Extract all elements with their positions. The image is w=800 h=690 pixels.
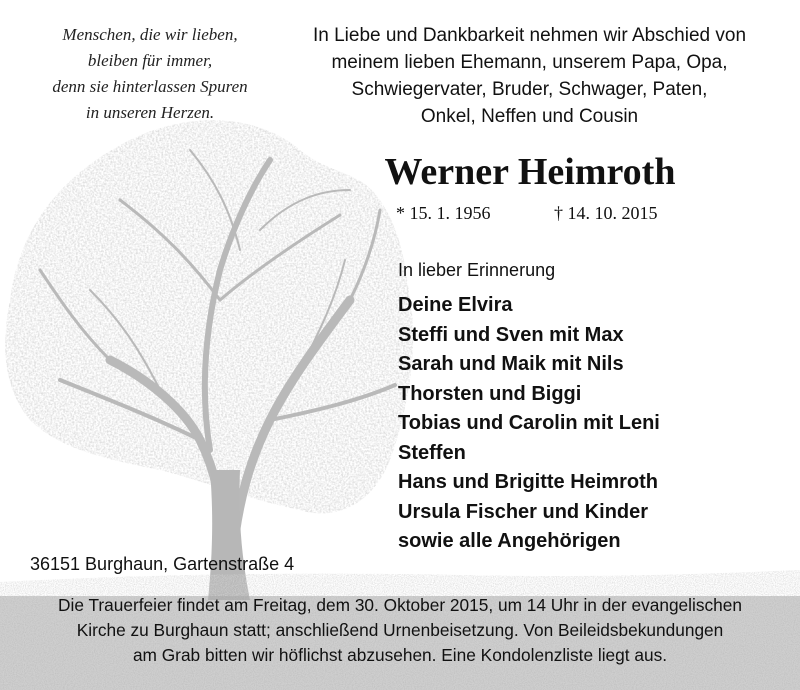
quote-line: in unseren Herzen. [85, 103, 215, 122]
quote-line: denn sie hinterlassen Spuren [52, 77, 248, 96]
intro-line: meinem lieben Ehemann, unserem Papa, Opa, [331, 52, 728, 73]
mourner-name: Steffen [398, 441, 466, 464]
intro-line: In Liebe und Dankbarkeit nehmen wir Abschied von [312, 25, 747, 46]
death-date: † 14. 10. 2015 [554, 203, 658, 223]
mourner-name: Deine Elvira [398, 294, 513, 316]
birth-date: * 15. 1. 1956 [396, 203, 491, 223]
memory-heading: In lieber Erinnerung [398, 260, 556, 280]
mourner-name: Hans und Brigitte Heimroth [398, 471, 659, 493]
quote-line: Menschen, die wir lieben, [62, 25, 238, 44]
mourner-name: Thorsten und Biggi [398, 382, 582, 405]
deceased-name: Werner Heimroth [384, 151, 676, 193]
memorial-quote [20, 22, 280, 126]
farewell-intro [282, 22, 777, 130]
quote-line: bleiben für immer, [87, 51, 213, 70]
funeral-info-line: Die Trauerfeier findet am Freitag, dem 30. Oktober 2015, um 14 Uhr in der evangelischen [58, 595, 742, 615]
mourner-name: Tobias und Carolin mit Leni [398, 412, 660, 434]
mourner-name: Sarah und Maik mit Nils [398, 353, 624, 375]
funeral-info [20, 593, 780, 668]
intro-line: Schwiegervater, Bruder, Schwager, Paten, [351, 79, 708, 100]
mourner-name: Steffi und Sven mit Max [398, 323, 624, 346]
mourner-name: Ursula Fischer und Kinder [398, 500, 649, 523]
intro-line: Onkel, Neffen und Cousin [420, 106, 639, 127]
funeral-info-line: Kirche zu Burghaun statt; anschließend Urnenbeisetzung. Von Beileidsbekundungen [76, 620, 724, 640]
mourner-name: sowie alle Angehörigen [398, 530, 621, 552]
family-address: 36151 Burghaun, Gartenstraße 4 [30, 554, 295, 574]
mourners-list [398, 291, 660, 557]
funeral-info-line: am Grab bitten wir höflichst abzusehen. Eine Kondolenzliste liegt aus. [132, 645, 668, 665]
